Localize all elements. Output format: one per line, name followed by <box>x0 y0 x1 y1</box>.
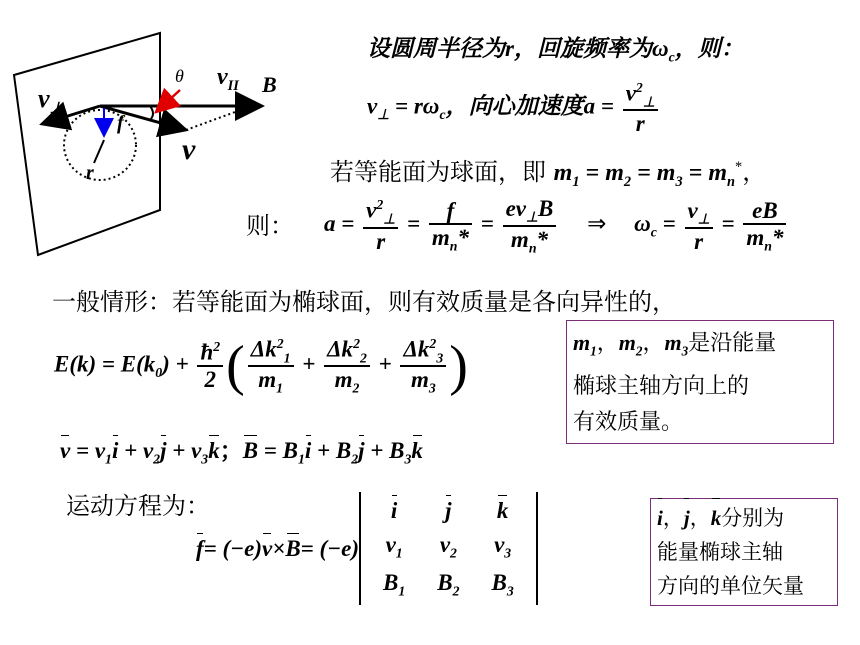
omega-derivation: a = $\frac{v^2_\perp}{r}$ = $\frac{f}{m_n*}$ = $\frac{ev_\perp B}{m_n*}$ ⇒ $\omega_c$ = $\frac{v_\perp}{r}$ = $\frac{eB}{m_n*}$ <box>324 196 789 256</box>
theta-label: θ <box>175 66 184 86</box>
radius-line <box>94 140 104 163</box>
v-parallel-label: $v_{II}$ <box>217 64 239 94</box>
energy-equation: $E(k) = E(k_0)$ + $\frac{ħ^2}{2}$ ( $\frac{\Delta k^2_1}{m_1}$ + $\frac{\Delta k^2_2}{m_2}$ + $\frac{\Delta k^2_3}{m_3}$ ) <box>54 335 468 397</box>
f-label: f <box>117 112 124 134</box>
dotted-circle <box>64 110 136 180</box>
motion-equation-label: 运动方程为： <box>66 492 210 520</box>
sphere-condition-line: 若等能面为球面，即 $m_1 = m_2 = m_3 = m_n^*$， <box>330 158 767 190</box>
b-label: B <box>262 72 277 97</box>
v-perp-label: $v_\perp$ <box>38 84 64 118</box>
v-arrow <box>100 106 186 130</box>
general-case-line: 一般情形：若等能面为椭球面，则有效质量是各向异性的， <box>52 288 676 316</box>
then-label: 则： <box>246 212 294 240</box>
v-label: v <box>182 133 196 166</box>
determinant: i j k $v_1$ $v_2$ $v_3$ $B_1$ $B_2$ $B_3$ <box>359 492 538 605</box>
plane-shape <box>14 33 160 255</box>
unit-vector-note: i，j，k分别为 能量椭球主轴 方向的单位矢量 <box>650 498 838 606</box>
force-equation: f = (−e) v × B = (−e) i j k $v_1$ $v_2$ $v_3$ $B_1$ $B_2$ $B_3$ <box>196 492 538 605</box>
r-label: r <box>86 162 94 184</box>
vector-decomposition: $v = v_1i + v_2j + v_3k$；$B = B_1i + B_2j + B_3k$ <box>60 438 423 467</box>
header-line: 设圆周半径为r，回旋频率为$\omega_c$，则： <box>367 36 744 65</box>
centripetal-line: $v_\perp = r\omega_c$，向心加速度a = $\frac{v^2_\perp}{r}$ <box>367 80 661 137</box>
effective-mass-note: $m_1$，$m_2$，$m_3$是沿能量 椭球主轴方向上的 有效质量。 <box>566 320 834 444</box>
